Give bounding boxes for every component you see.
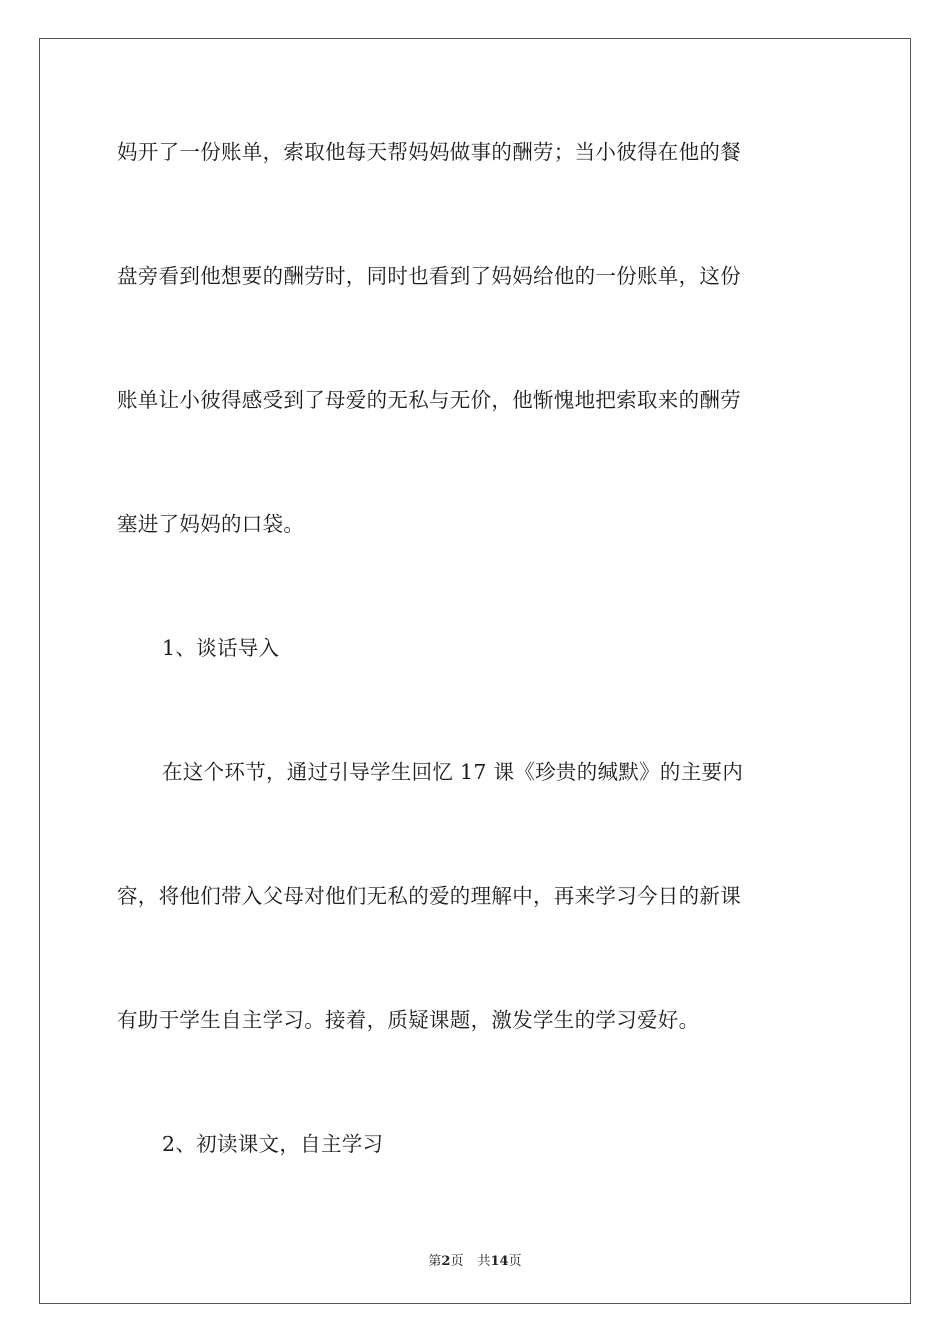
footer-page-suffix: 页	[450, 1254, 464, 1269]
footer-total-suffix: 页	[508, 1254, 522, 1269]
paragraph-line-3: 账单让小彼得感受到了母爱的无私与无价，他惭愧地把索取来的酬劳	[117, 388, 741, 412]
paragraph-line-7: 容，将他们带入父母对他们无私的爱的理解中，再来学习今日的新课	[117, 884, 741, 908]
page-footer	[0, 1250, 950, 1269]
paragraph-line-4: 塞进了妈妈的口袋。	[117, 512, 305, 536]
paragraph-line-6: 在这个环节，通过引导学生回忆 17 课《珍贵的缄默》的主要内	[162, 760, 744, 784]
section-heading-1: 1、谈话导入	[162, 636, 280, 660]
footer-page-prefix: 第	[428, 1254, 442, 1269]
section-heading-2: 2、初读课文，自主学习	[162, 1132, 384, 1156]
footer-total-prefix: 共	[477, 1254, 491, 1269]
footer-total-pages: 14	[490, 1254, 509, 1269]
footer-page-number: 2	[441, 1254, 451, 1269]
paragraph-line-2: 盘旁看到他想要的酬劳时，同时也看到了妈妈给他的一份账单，这份	[117, 264, 741, 288]
page-frame	[39, 38, 911, 1304]
paragraph-line-1: 妈开了一份账单，索取他每天帮妈妈做事的酬劳；当小彼得在他的餐	[117, 140, 741, 164]
paragraph-line-8: 有助于学生自主学习。接着，质疑课题，激发学生的学习爱好。	[117, 1008, 700, 1032]
